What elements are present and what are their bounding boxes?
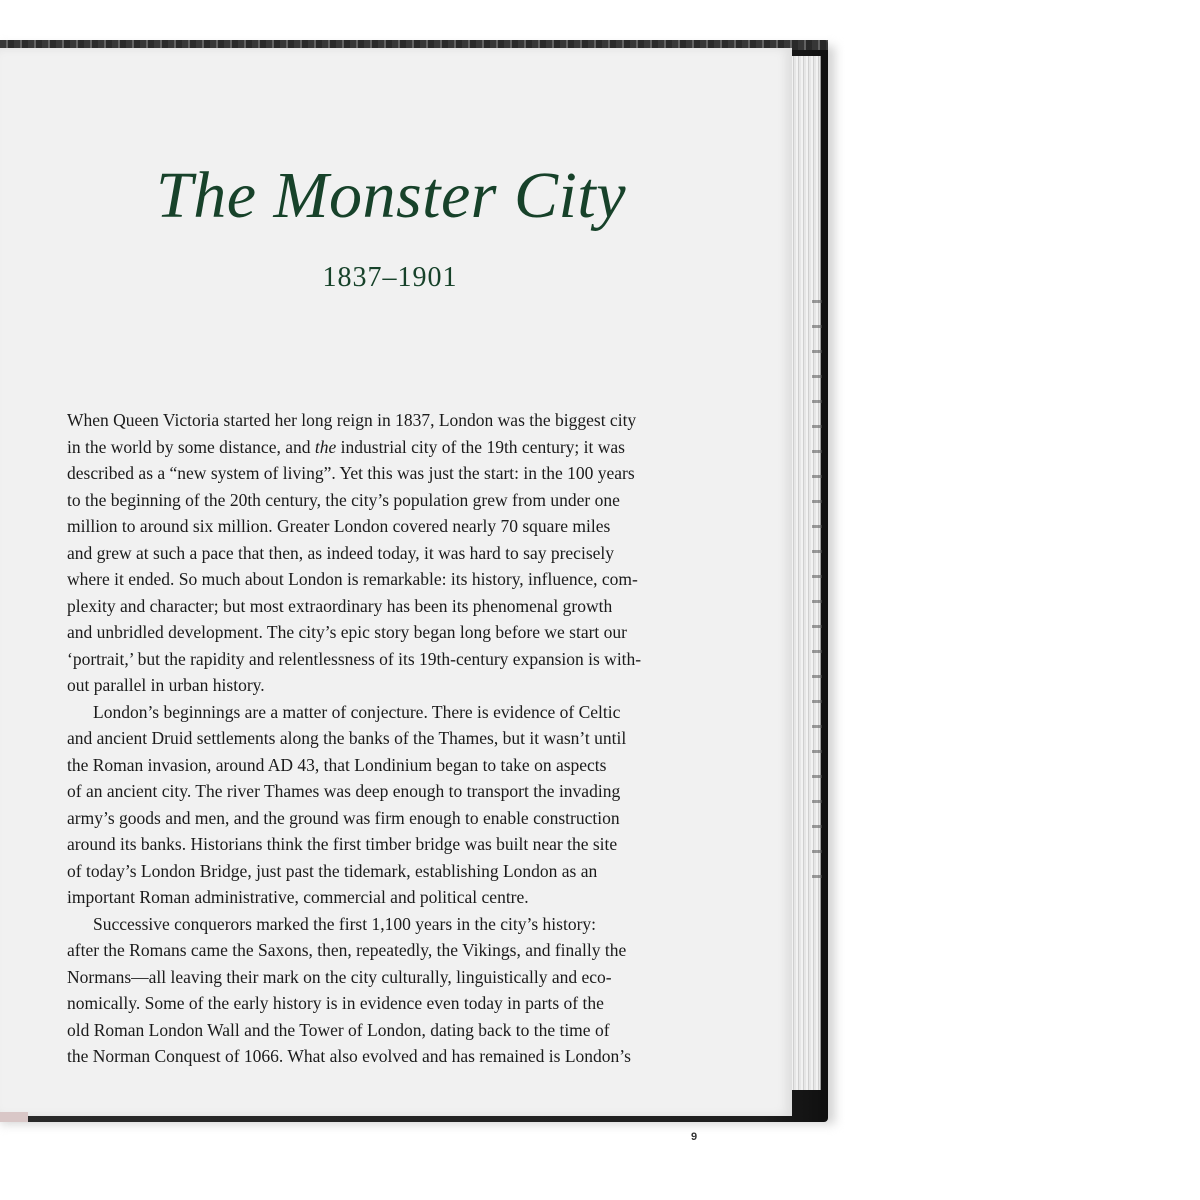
text-line: described as a “new system of living”. Yet this was just the start: in the 100 years — [67, 463, 635, 483]
paragraph — [67, 699, 737, 911]
text-line: army’s goods and men, and the ground was firm enough to enable construction — [67, 807, 620, 828]
text-line: nomically. Some of the early history is in evidence even today in parts of the — [67, 993, 604, 1013]
text-line: old Roman London Wall and the Tower of London, dating back to the time of — [67, 1019, 610, 1040]
text-line: to the beginning of the 20th century, the city’s population grew from under one — [67, 489, 620, 510]
paragraph — [67, 407, 737, 699]
text-line: Normans—all leaving their mark on the city culturally, linguistically and eco- — [67, 966, 612, 987]
page-edge-shadow — [812, 300, 822, 900]
text-line: in the world by some distance, and the industrial city of the 19th century; it was — [67, 436, 625, 457]
page-number: 9 — [691, 1131, 698, 1143]
text-line: the Norman Conquest of 1066. What also evolved and has remained is London’s — [67, 1046, 631, 1066]
text-line: and grew at such a pace that then, as indeed today, it was hard to say precisely — [67, 542, 615, 563]
text-line: London’s beginnings are a matter of conjecture. There is evidence of Celtic — [93, 701, 621, 722]
text-line: important Roman administrative, commercial and political centre. — [67, 887, 529, 907]
text-line: million to around six million. Greater London covered nearly 70 square miles — [67, 516, 611, 536]
text-line: Successive conquerors marked the first 1,100 years in the city’s history: — [93, 913, 597, 934]
text-line: ‘portrait,’ but the rapidity and relentlessness of its 19th-century expansion is with- — [67, 648, 642, 669]
text-line: When Queen Victoria started her long reign in 1837, London was the biggest city — [67, 410, 637, 430]
text-line: out parallel in urban history. — [67, 675, 265, 695]
text-line: of an ancient city. The river Thames was deep enough to transport the invading — [67, 781, 621, 801]
text-line: where it ended. So much about London is remarkable: its history, influence, com- — [67, 569, 638, 589]
text-line: of today’s London Bridge, just past the tidemark, establishing London as an — [67, 860, 598, 881]
chapter-dates: 1837–1901 — [322, 262, 458, 293]
text-line: after the Romans came the Saxons, then, repeatedly, the Vikings, and finally the — [67, 940, 627, 960]
text-line: around its banks. Historians think the first timber bridge was built near the site — [67, 834, 618, 854]
page-corner — [0, 1112, 28, 1122]
chapter-title: The Monster City — [156, 159, 626, 232]
body-text — [67, 407, 737, 1070]
paragraph — [67, 911, 737, 1070]
text-line: and unbridled development. The city’s epic story began long before we start our — [67, 622, 627, 642]
text-line: and ancient Druid settlements along the banks of the Thames, but it wasn’t until — [67, 728, 627, 748]
text-line: the Roman invasion, around AD 43, that Londinium began to take on aspects — [67, 754, 607, 775]
text-line: plexity and character; but most extraordinary has been its phenomenal growth — [67, 595, 613, 616]
